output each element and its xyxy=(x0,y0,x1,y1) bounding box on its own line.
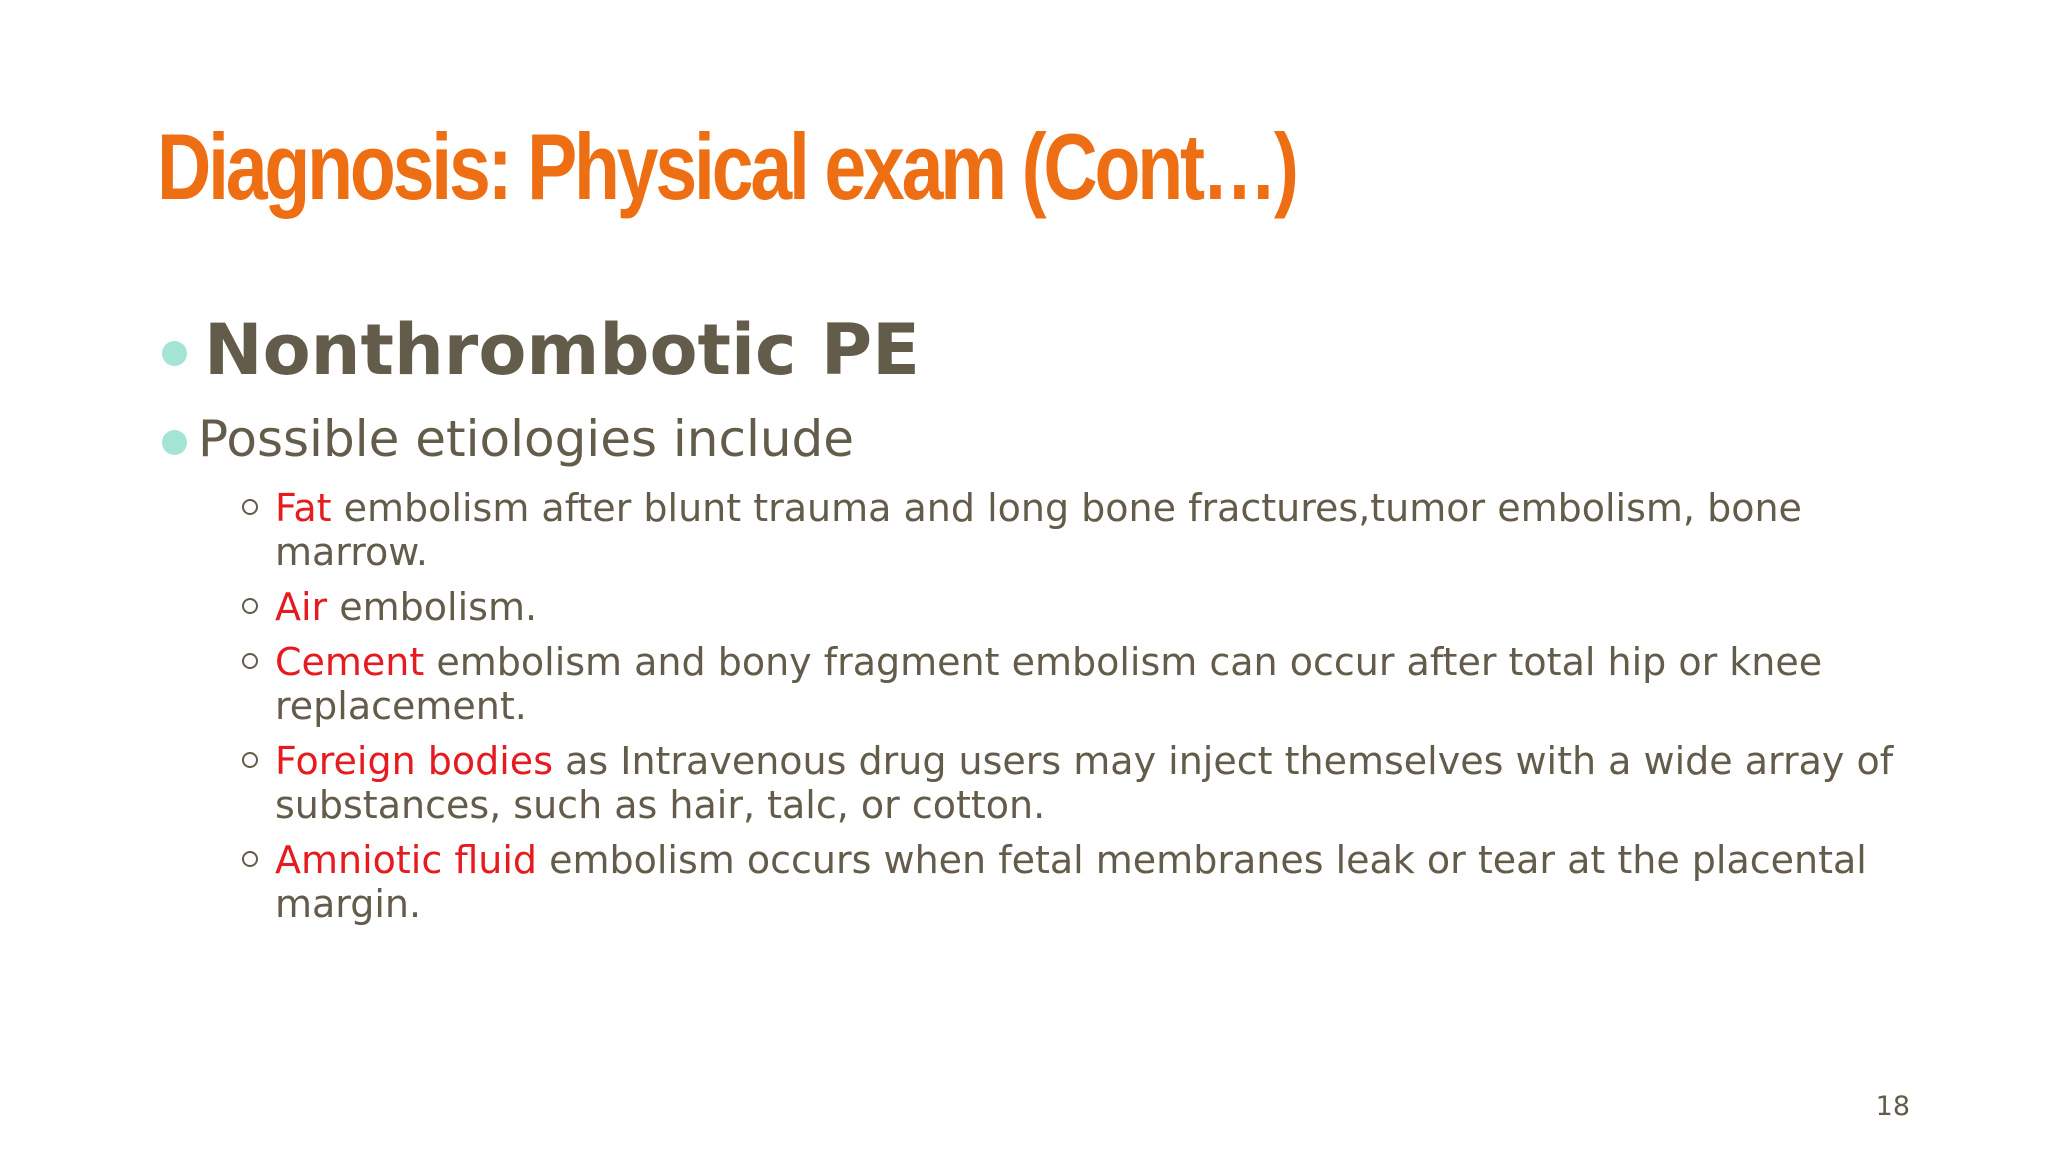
list-item xyxy=(160,739,1920,827)
bullet-dot-icon xyxy=(162,341,187,366)
list-item xyxy=(160,486,1920,574)
circle-bullet-icon xyxy=(242,598,258,614)
circle-bullet-icon xyxy=(242,752,258,768)
highlight-term: Cement xyxy=(275,640,425,684)
etiology-list xyxy=(160,486,1920,926)
item-text: embolism and bony fragment embolism can occur after total hip or knee replacement. xyxy=(275,640,1823,728)
highlight-term: Amniotic fluid xyxy=(275,838,538,882)
slide-title: Diagnosis: Physical exam (Cont…) xyxy=(157,114,1296,219)
bullet-heading xyxy=(160,300,1920,400)
list-item xyxy=(160,838,1920,926)
item-text: as Intravenous drug users may inject themselves with a wide array of substances, such as hair, talc, or cotton. xyxy=(275,739,1894,827)
bullet-subheading xyxy=(160,400,1920,478)
highlight-term: Air xyxy=(275,585,328,629)
circle-bullet-icon xyxy=(242,851,258,867)
bullet-dot-icon xyxy=(162,430,187,455)
highlight-term: Fat xyxy=(275,486,332,530)
circle-bullet-icon xyxy=(242,499,258,515)
subheading-text: Possible etiologies include xyxy=(198,410,855,468)
slide-body xyxy=(160,300,1920,937)
page-number: 18 xyxy=(1875,1091,1910,1122)
highlight-term: Foreign bodies xyxy=(275,739,553,783)
list-item xyxy=(160,640,1920,728)
heading-text: Nonthrombotic PE xyxy=(204,309,920,391)
item-text: embolism after blunt trauma and long bone fractures,tumor embolism, bone marrow. xyxy=(275,486,1802,574)
item-text: embolism occurs when fetal membranes leak or tear at the placental margin. xyxy=(275,838,1867,926)
list-item xyxy=(160,585,1920,629)
item-text: embolism. xyxy=(327,585,538,629)
circle-bullet-icon xyxy=(242,653,258,669)
